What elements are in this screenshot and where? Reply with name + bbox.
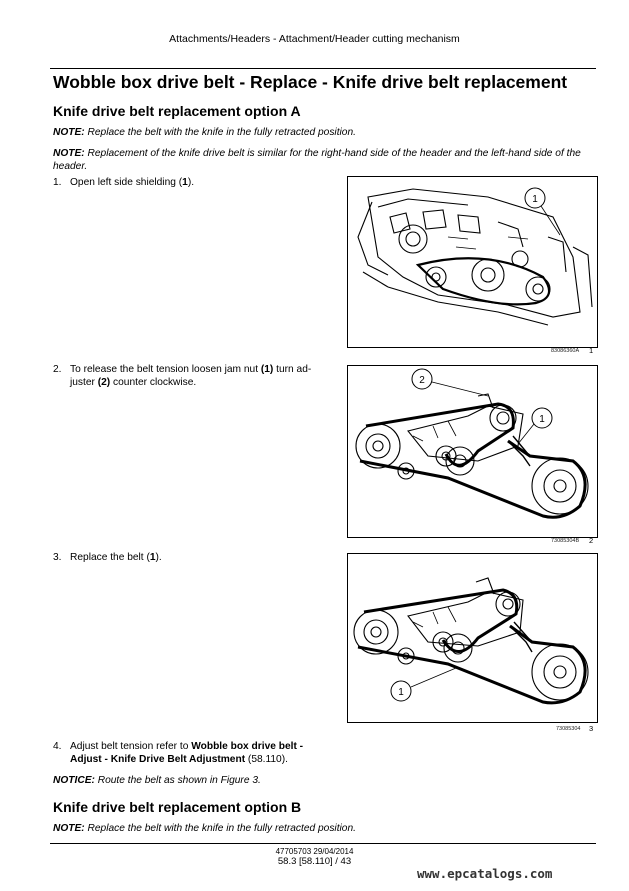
- figure-3-illustration: [348, 554, 597, 722]
- footer-page-ref: 58.3 [58.110] / 43: [277, 856, 352, 867]
- figure-1-frame: [347, 176, 598, 348]
- step-4-link-part-2: Adjust - Knife Drive Belt Adjustment: [70, 754, 246, 765]
- step-2-end: counter clockwise.: [110, 377, 197, 388]
- note-2-label: NOTE:: [53, 148, 85, 159]
- note-2-text: Replacement of the knife drive belt is similar for the right-hand side of the header and the left-hand side of the header.: [53, 148, 581, 172]
- step-3-ref: 1: [149, 552, 156, 563]
- step-1-number: 1.: [53, 177, 62, 188]
- figure-2-frame: [347, 365, 598, 538]
- step-1-text: Open left side shielding (: [70, 177, 183, 188]
- note-2: [53, 147, 598, 173]
- note-b-label: NOTE:: [53, 823, 85, 834]
- figure-1-callout-1: 1: [532, 194, 538, 205]
- step-2-ref-1: (1): [260, 364, 274, 375]
- footer-rule: [50, 843, 596, 844]
- note-1: [53, 126, 598, 139]
- step-2-number: 2.: [53, 364, 62, 375]
- footer-doc-ref: 47705703 29/04/2014: [275, 847, 354, 856]
- step-1-ref: 1: [182, 177, 188, 188]
- step-3-end: ).: [155, 552, 162, 563]
- notice-label: NOTICE:: [53, 775, 95, 786]
- page-title: Wobble box drive belt - Replace - Knife drive belt replacement: [53, 72, 568, 92]
- step-3-number: 3.: [53, 552, 62, 563]
- step-1-end: ).: [187, 177, 195, 188]
- figure-1-code: 83086360A: [551, 348, 580, 354]
- step-4: [53, 740, 338, 766]
- step-4-link-part-1: Wobble box drive belt -: [191, 741, 304, 752]
- step-1: [53, 176, 338, 189]
- step-2: [53, 363, 338, 389]
- header-rule: [50, 68, 596, 69]
- notice-text: Route the belt as shown in Figure 3.: [94, 775, 261, 786]
- figure-2-number: 2: [589, 536, 594, 545]
- figure-2-callout-1: 1: [539, 414, 545, 425]
- running-header: Attachments/Headers - Attachment/Header cutting mechanism: [169, 33, 460, 45]
- step-3-text: Replace the belt (: [70, 552, 150, 563]
- step-2-text-c: juster: [70, 377, 98, 388]
- step-4-end: (58.110).: [245, 754, 288, 765]
- notice: [53, 774, 598, 787]
- figure-2-callout-2: 2: [419, 375, 425, 386]
- figure-3-callout-1: 1: [398, 687, 404, 698]
- step-3: [53, 551, 338, 564]
- note-1-text: Replace the belt with the knife in the fully retracted position.: [84, 127, 356, 138]
- step-2-text-b: turn ad-: [273, 364, 312, 375]
- figure-2-illustration: [348, 366, 597, 537]
- figure-3-number: 3: [589, 724, 594, 733]
- note-b: [53, 822, 598, 835]
- note-b-text: Replace the belt with the knife in the fully retracted position.: [84, 823, 356, 834]
- figure-1-number: 1: [589, 346, 594, 355]
- watermark: www.epcatalogs.com: [417, 866, 553, 881]
- step-2-text-a: To release the belt tension loosen jam nut: [70, 364, 261, 375]
- figure-1-illustration: [348, 177, 597, 347]
- figure-3-code: 73085304: [556, 726, 581, 732]
- figure-3-frame: [347, 553, 598, 723]
- figure-2-code: 73085304B: [551, 538, 580, 544]
- step-4-number: 4.: [53, 741, 62, 752]
- section-a-heading: Knife drive belt replacement option A: [53, 103, 301, 119]
- step-2-ref-2: (2): [97, 377, 111, 388]
- step-4-text: Adjust belt tension refer to: [70, 741, 192, 752]
- note-1-label: NOTE:: [53, 127, 85, 138]
- section-b-heading: Knife drive belt replacement option B: [53, 799, 302, 815]
